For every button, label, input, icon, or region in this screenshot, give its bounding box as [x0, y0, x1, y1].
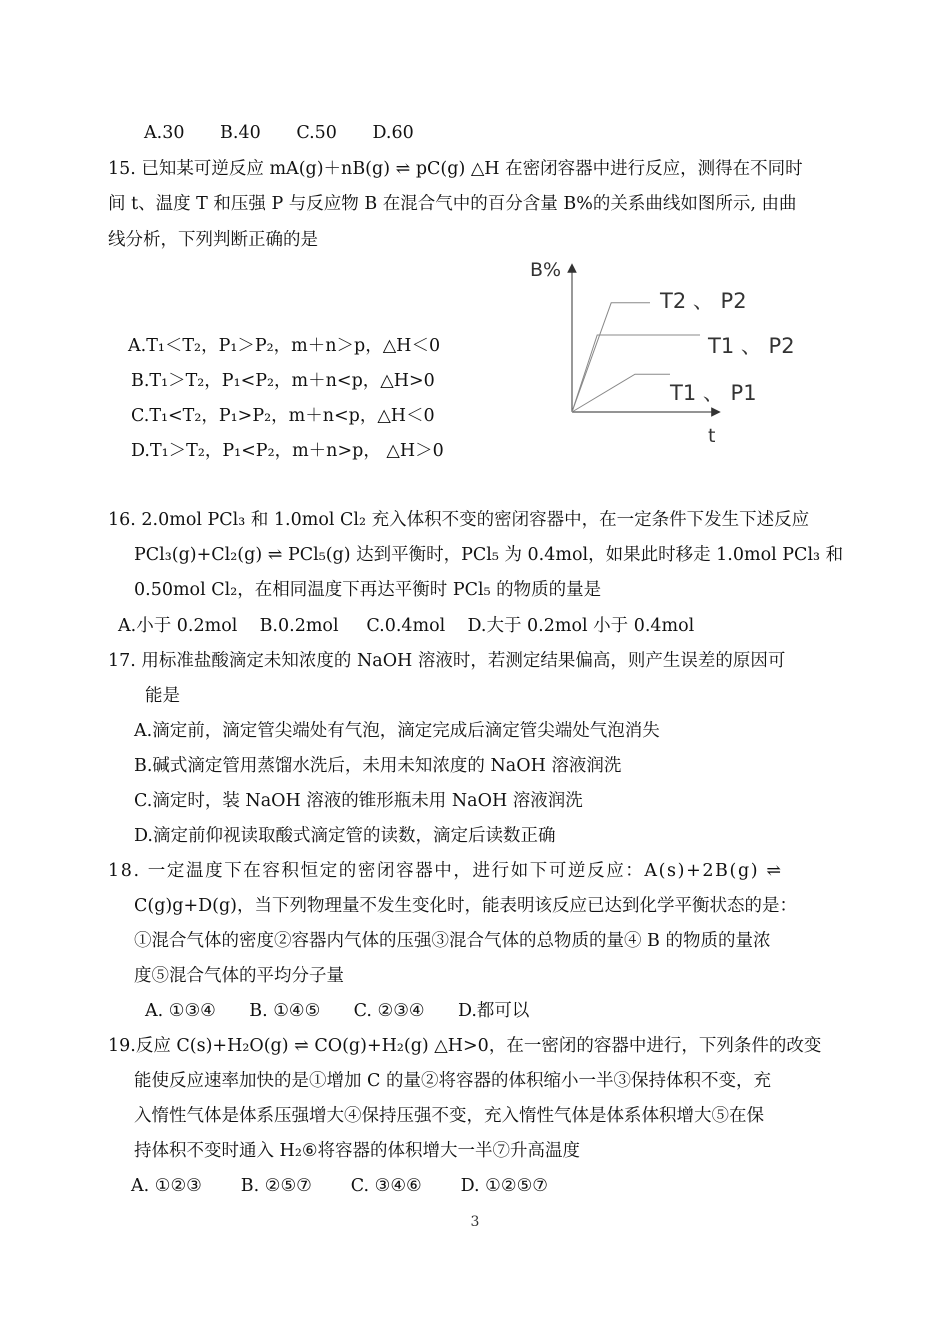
q19-stem-line-2: 能使反应速率加快的是①增加 C 的量②将容器的体积缩小一半③保持体积不变，充	[134, 1071, 772, 1091]
q15-stem-line-2: 间 t、温度 T 和压强 P 与反应物 B 在混合气中的百分含量 B%的关系曲线如图所示, 由曲	[108, 194, 797, 214]
q16-options: A.小于 0.2mol B.0.2mol C.0.4mol D.大于 0.2mol 小于 0.4mol	[118, 616, 695, 636]
q14-option-c: C.50	[296, 123, 337, 143]
q16-stem-line-3: 0.50mol Cl₂，在相同温度下再达平衡时 PCl₅ 的物质的量是	[134, 580, 602, 600]
q15-option-d: D.T₁＞T₂，P₁<P₂，m＋n>p， △H＞0	[131, 441, 444, 461]
q19-stem-line-3: 入惰性气体是体系压强增大④保持压强不变，充入惰性气体是体系体积增大⑤在保	[134, 1106, 764, 1126]
q19-stem-line-1: 19.反应 C(s)+H₂O(g) ⇌ CO(g)+H₂(g) △H>0，在一密闭的容器中进行，下列条件的改变	[108, 1036, 822, 1056]
curve-t2-p2	[572, 303, 650, 412]
q17-stem-line-1: 17. 用标准盐酸滴定未知浓度的 NaOH 溶液时，若测定结果偏高，则产生误差的原因可	[108, 651, 786, 671]
q18-options: A. ①③④ B. ①④⑤ C. ②③④ D.都可以	[145, 1001, 530, 1021]
q14-option-a: A.30	[144, 123, 185, 143]
q15-stem-line-3: 线分析，下列判断正确的是	[108, 230, 318, 250]
q16-stem-line-2: PCl₃(g)+Cl₂(g) ⇌ PCl₅(g) 达到平衡时，PCl₅ 为 0.4mol，如果此时移走 1.0mol PCl₃ 和	[134, 545, 844, 565]
q14-options	[144, 121, 444, 145]
q15-graph	[520, 252, 795, 452]
q15-option-a: A.T₁＜T₂，P₁＞P₂，m＋n＞p，△H＜0	[128, 336, 441, 356]
graph-y-label: B%	[530, 259, 562, 281]
q14-option-b: B.40	[220, 123, 261, 143]
page-number: 3	[470, 1214, 480, 1230]
q19-stem-line-4: 持体积不变时通入 H₂⑥将容器的体积增大一半⑦升高温度	[134, 1141, 581, 1161]
q17-option-a: A.滴定前，滴定管尖端处有气泡，滴定完成后滴定管尖端处气泡消失	[134, 721, 660, 741]
q15-option-c: C.T₁<T₂，P₁>P₂，m＋n<p，△H＜0	[131, 406, 435, 426]
curve-label-t1-p1: T1 、 P1	[670, 381, 757, 405]
graph-x-label: t	[708, 425, 716, 447]
q14-option-d: D.60	[372, 123, 414, 143]
q18-stem-line-3: ①混合气体的密度②容器内气体的压强③混合气体的总物质的量④ B 的物质的量浓	[134, 931, 771, 951]
q18-stem-line-4: 度⑤混合气体的平均分子量	[134, 966, 344, 986]
q19-options: A. ①②③ B. ②⑤⑦ C. ③④⑥ D. ①②⑤⑦	[131, 1176, 548, 1196]
q17-option-d: D.滴定前仰视读取酸式滴定管的读数，滴定后读数正确	[134, 826, 556, 846]
q18-stem-line-2: C(g)g+D(g)，当下列物理量不发生变化时，能表明该反应已达到化学平衡状态的是：	[134, 896, 797, 916]
q18-stem-line-1: 18. 一定温度下在容积恒定的密闭容器中，进行如下可逆反应：A(s)+2B(g) ⇌	[108, 861, 783, 881]
q16-stem-line-1: 16. 2.0mol PCl₃ 和 1.0mol Cl₂ 充入体积不变的密闭容器中，在一定条件下发生下述反应	[108, 510, 810, 530]
q17-option-b: B.碱式滴定管用蒸馏水洗后，未用未知浓度的 NaOH 溶液润洗	[134, 756, 622, 776]
q15-option-b: B.T₁＞T₂，P₁<P₂，m＋n<p，△H>0	[131, 371, 435, 391]
q15-stem-line-1: 15. 已知某可逆反应 mA(g)＋nB(g) ⇌ pC(g) △H 在密闭容器中进行反应，测得在不同时	[108, 159, 803, 179]
curve-t1-p1	[572, 374, 670, 412]
curve-label-t1-p2: T1 、 P2	[708, 334, 795, 358]
curve-label-t2-p2: T2 、 P2	[660, 289, 747, 313]
q17-stem-line-2: 能是	[145, 686, 180, 706]
q17-option-c: C.滴定时，装 NaOH 溶液的锥形瓶未用 NaOH 溶液润洗	[134, 791, 583, 811]
